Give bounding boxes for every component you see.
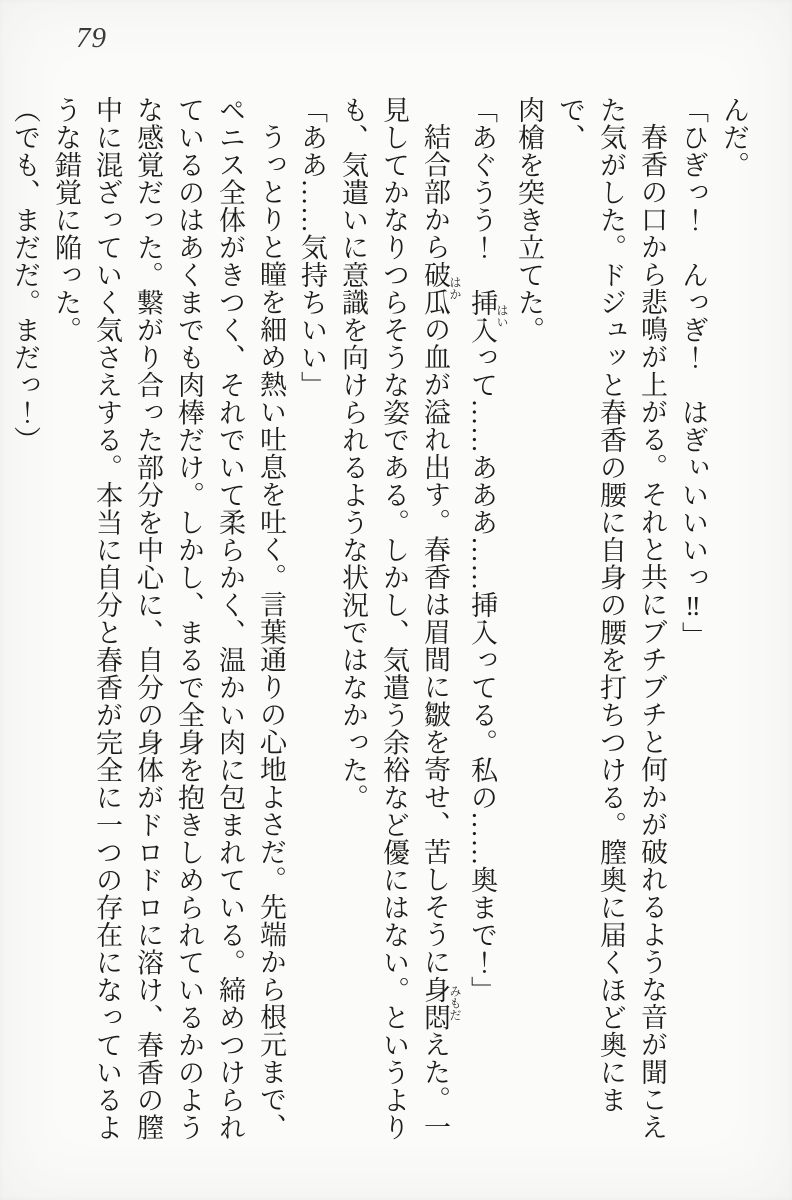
text-line: 春香の口から悲鳴が上がる。それと共にブチブチと何かが破れるような音が聞こえ: [637, 123, 667, 1141]
text-line: ペニス全体がきつく、それでいて柔らかく、温かい肉に包まれている。締めつけられ: [215, 96, 245, 1141]
furigana: みもだ: [448, 975, 462, 1031]
text-line: うっとりと瞳を細め熱い吐息を吐く。言葉通りの心地よさだ。先端から根元まで、: [256, 123, 286, 1141]
text-line: 中に混ざっていく気さえする。本当に自分と春香が完全に一つの存在になっているよ: [92, 96, 122, 1141]
text-line: 見してかなりつらそうな姿である。しかし、気遣う余裕など優にはない。というより: [379, 96, 409, 1141]
text-line: 結合部から破瓜はかの血が溢れ出す。春香は眉間に皺を寄せ、苦しそうに身悶みもだえた。一: [420, 123, 462, 1141]
text-line: うな錯覚に陥った。: [51, 96, 81, 344]
ruby-annotated-word: 破瓜はか: [420, 260, 462, 316]
text-line: （でも、まだだ。まだっ！）: [10, 96, 40, 454]
text-line: 「あぐうう！ 挿入はいって……あああ……挿入ってる。私の……奥まで！」: [467, 96, 509, 1004]
text-line: た気がした。ドジュッと春香の腰に自身の腰を打ちつける。膣奥に届くほど奥にまで、: [555, 96, 626, 1114]
furigana: はい: [495, 288, 509, 344]
text-line: な感覚だった。繋がり合った部分を中心に、自分の身体がドロドロに溶け、春香の膣: [133, 96, 163, 1141]
page-number: 79: [76, 22, 107, 54]
text-line: 「ああ……気持ちいい」: [297, 96, 327, 399]
text-line: も、気遣いに意識を向けられるような状況ではなかった。: [338, 96, 368, 811]
text-line: んだ。: [719, 96, 749, 179]
ruby-annotated-word: 身悶みもだ: [420, 975, 462, 1031]
text-line: 「ひぎっ！ んっぎ！ はぎぃいいいっ‼」: [678, 96, 708, 649]
text-block: [4, 96, 754, 1154]
text-line: 肉槍を突き立てた。: [514, 96, 544, 344]
furigana: はか: [448, 260, 462, 316]
ruby-annotated-word: 挿入はい: [467, 288, 509, 344]
text-line: ているのはあくまでも肉棒だけ。しかし、まるで全身を抱きしめられているかのよう: [174, 96, 204, 1141]
